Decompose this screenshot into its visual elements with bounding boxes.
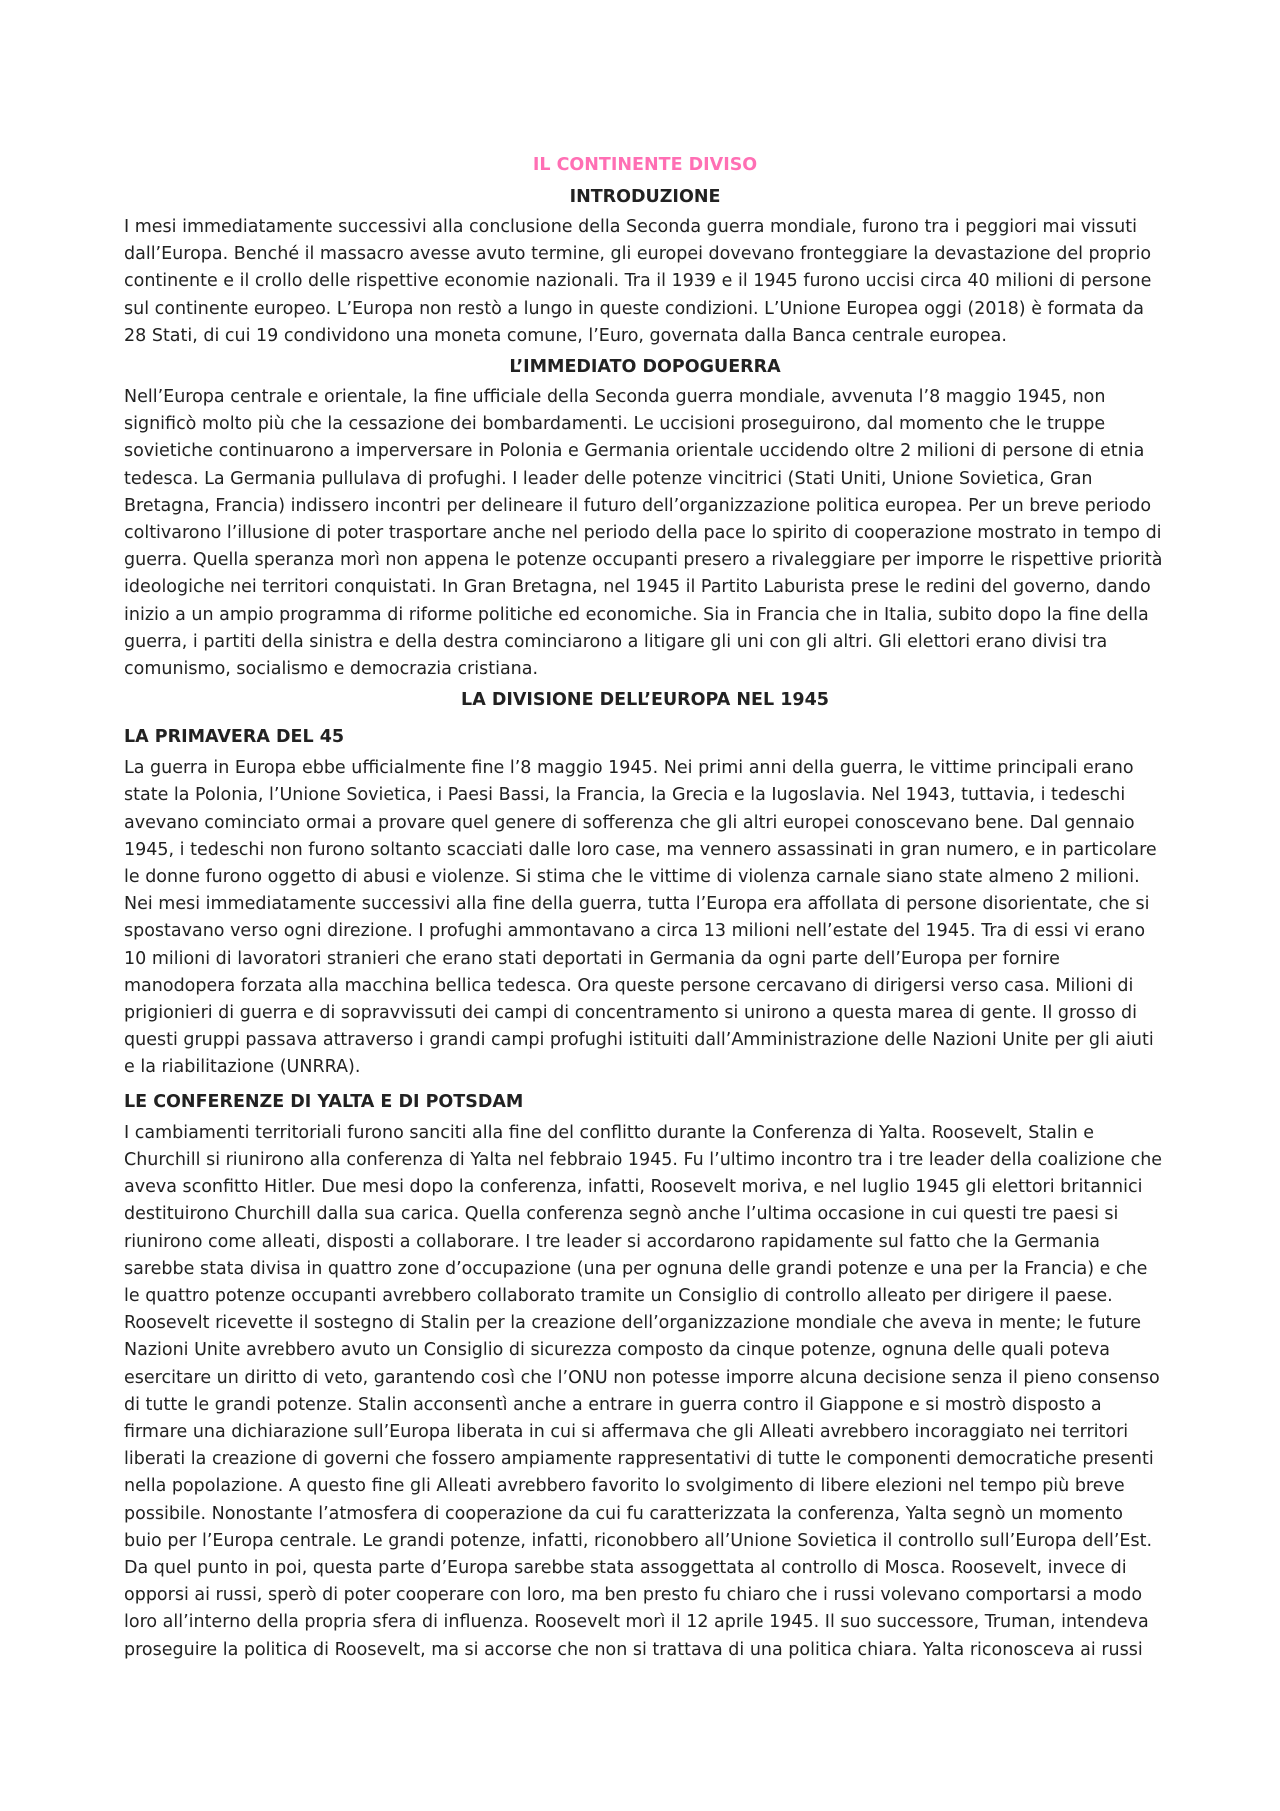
subsection-heading-primavera: LA PRIMAVERA DEL 45: [124, 727, 345, 748]
document-page: [124, 150, 1166, 1664]
document-title: IL CONTINENTE DIVISO: [532, 155, 758, 175]
subsection-heading-yalta: LE CONFERENZE DI YALTA E DI POTSDAM: [124, 1091, 524, 1112]
section-heading-introduzione: INTRODUZIONE: [569, 187, 721, 207]
section-text-introduzione: I mesi immediatamente successivi alla conclusione della Seconda guerra mondiale, furono tra i peggiori mai vissuti dall’Europa. Benché il massacro avesse avuto termine, gli europei dovevano fronteggiare la devastazione del proprio continente e il crollo delle rispettive economie nazionali. Tra il 1939 e il 1945 furono uccisi circa 40 milioni di persone sul continente europeo. L’Europa non restò a lungo in queste condizioni. L’Unione Europea oggi (2018) è formata da 28 Stati, di cui 19 condividono una moneta comune, l’Euro, governata dalla Banca centrale europea.: [124, 217, 1152, 346]
subsection-text-yalta: I cambiamenti territoriali furono sanciti alla fine del conflitto durante la Conferenza di Yalta. Roosevelt, Stalin e Churchill si riunirono alla conferenza di Yalta nel febbraio 1945. Fu l’ultimo incontro tra i tre leader della coalizione che aveva sconfitto Hitler. Due mesi dopo la conferenza, infatti, Roosevelt moriva, e nel luglio 1945 gli elettori britannici destituirono Churchill dalla sua carica. Quella conferenza segnò anche l’ultima occasione in cui questi tre paesi si riunirono come alleati, disposti a collaborare. I tre leader si accordarono rapidamente sul fatto che la Germania sarebbe stata divisa in quattro zone d’occupazione (una per ognuna delle grandi potenze e una per la Francia) e che le quattro potenze occupanti avrebbero collaborato tramite un Consiglio di controllo alleato per dirigere il paese. Roosevelt ricevette il sostegno di Stalin per la creazione dell’organizzazione mondiale che aveva in mente; le future Nazioni Unite avrebbero avuto un Consiglio di sicurezza composto da cinque potenze, ognuna delle quali poteva esercitare un diritto di veto, garantendo così che l’ONU non potesse imporre alcuna decisione senza il pieno consenso di tutte le grandi potenze. Stalin acconsentì anche a entrare in guerra contro il Giappone e si mostrò disposto a firmare una dichiarazione sull’Europa liberata in cui si affermava che gli Alleati avrebbero incoraggiato nei territori liberati la creazione di governi che fossero ampiamente rappresentativi di tutte le componenti democratiche presenti nella popolazione. A questo fine gli Alleati avrebbero favorito lo svolgimento di libere elezioni nel tempo più breve possibile. Nonostante l’atmosfera di cooperazione da cui fu caratterizzata la conferenza, Yalta segnò un momento buio per l’Europa centrale. Le grandi potenze, infatti, riconobbero all’Unione Sovietica il controllo sull’Europa dell’Est. Da quel punto in poi, questa parte d’Europa sarebbe stata assoggettata al controllo di Mosca. Roosevelt, invece di opporsi ai russi, sperò di poter cooperare con loro, ma ben presto fu chiaro che i russi volevano comportarsi a modo loro all’interno della propria sfera di influenza. Roosevelt morì il 12 aprile 1945. Il suo successore, Truman, intendeva proseguire la politica di Roosevelt, ma si accorse che non si trattava di una politica chiara. Yalta riconosceva ai russi: [124, 1122, 1163, 1660]
section-text-dopoguerra: Nell’Europa centrale e orientale, la fine ufficiale della Seconda guerra mondiale, avvenuta l’8 maggio 1945, non significò molto più che la cessazione dei bombardamenti. Le uccisioni proseguirono, dal momento che le truppe sovietiche continuarono a imperversare in Polonia e Germania orientale uccidendo oltre 2 milioni di persone di etnia tedesca. La Germania pullulava di profughi. I leader delle potenze vincitrici (Stati Uniti, Unione Sovietica, Gran Bretagna, Francia) indissero incontri per delineare il futuro dell’organizzazione politica europea. Per un breve periodo coltivarono l’illusione di poter trasportare anche nel periodo della pace lo spirito di cooperazione mostrato in tempo di guerra. Quella speranza morì non appena le potenze occupanti presero a rivaleggiare per imporre le rispettive priorità ideologiche nei territori conquistati. In Gran Bretagna, nel 1945 il Partito Laburista prese le redini del governo, dando inizio a un ampio programma di riforme politiche ed economiche. Sia in Francia che in Italia, subito dopo la fine della guerra, i partiti della sinistra e della destra cominciarono a litigare gli uni con gli altri. Gli elettori erano divisi tra comunismo, socialismo e democrazia cristiana.: [124, 387, 1163, 680]
section-heading-divisione: LA DIVISIONE DELL’EUROPA NEL 1945: [461, 690, 829, 711]
section-heading-dopoguerra: L’IMMEDIATO DOPOGUERRA: [509, 357, 781, 378]
subsection-text-primavera: La guerra in Europa ebbe ufficialmente fine l’8 maggio 1945. Nei primi anni della guerra, le vittime principali erano state la Polonia, l’Unione Sovietica, i Paesi Bassi, la Francia, la Grecia e la Iugoslavia. Nel 1943, tuttavia, i tedeschi avevano cominciato ormai a provare quel genere di sofferenza che gli altri europei conoscevano bene. Dal gennaio 1945, i tedeschi non furono soltanto scacciati dalle loro case, ma vennero assassinati in gran numero, e in particolare le donne furono oggetto di abusi e violenze. Si stima che le vittime di violenza carnale siano state almeno 2 milioni. Nei mesi immediatamente successivi alla fine della guerra, tutta l’Europa era affollata di persone disorientate, che si spostavano verso ogni direzione. I profughi ammontavano a circa 13 milioni nell’estate del 1945. Tra di essi vi erano 10 milioni di lavoratori stranieri che erano stati deportati in Germania da ogni parte dell’Europa per fornire manodopera forzata alla macchina bellica tedesca. Ora queste persone cercavano di dirigersi verso casa. Milioni di prigionieri di guerra e di sopravvissuti dei campi di concentramento si unirono a questa marea di gente. Il grosso di questi gruppi passava attraverso i grandi campi profughi istituiti dall’Amministrazione delle Nazioni Unite per gli aiuti e la riabilitazione (UNRRA).: [124, 758, 1157, 1078]
